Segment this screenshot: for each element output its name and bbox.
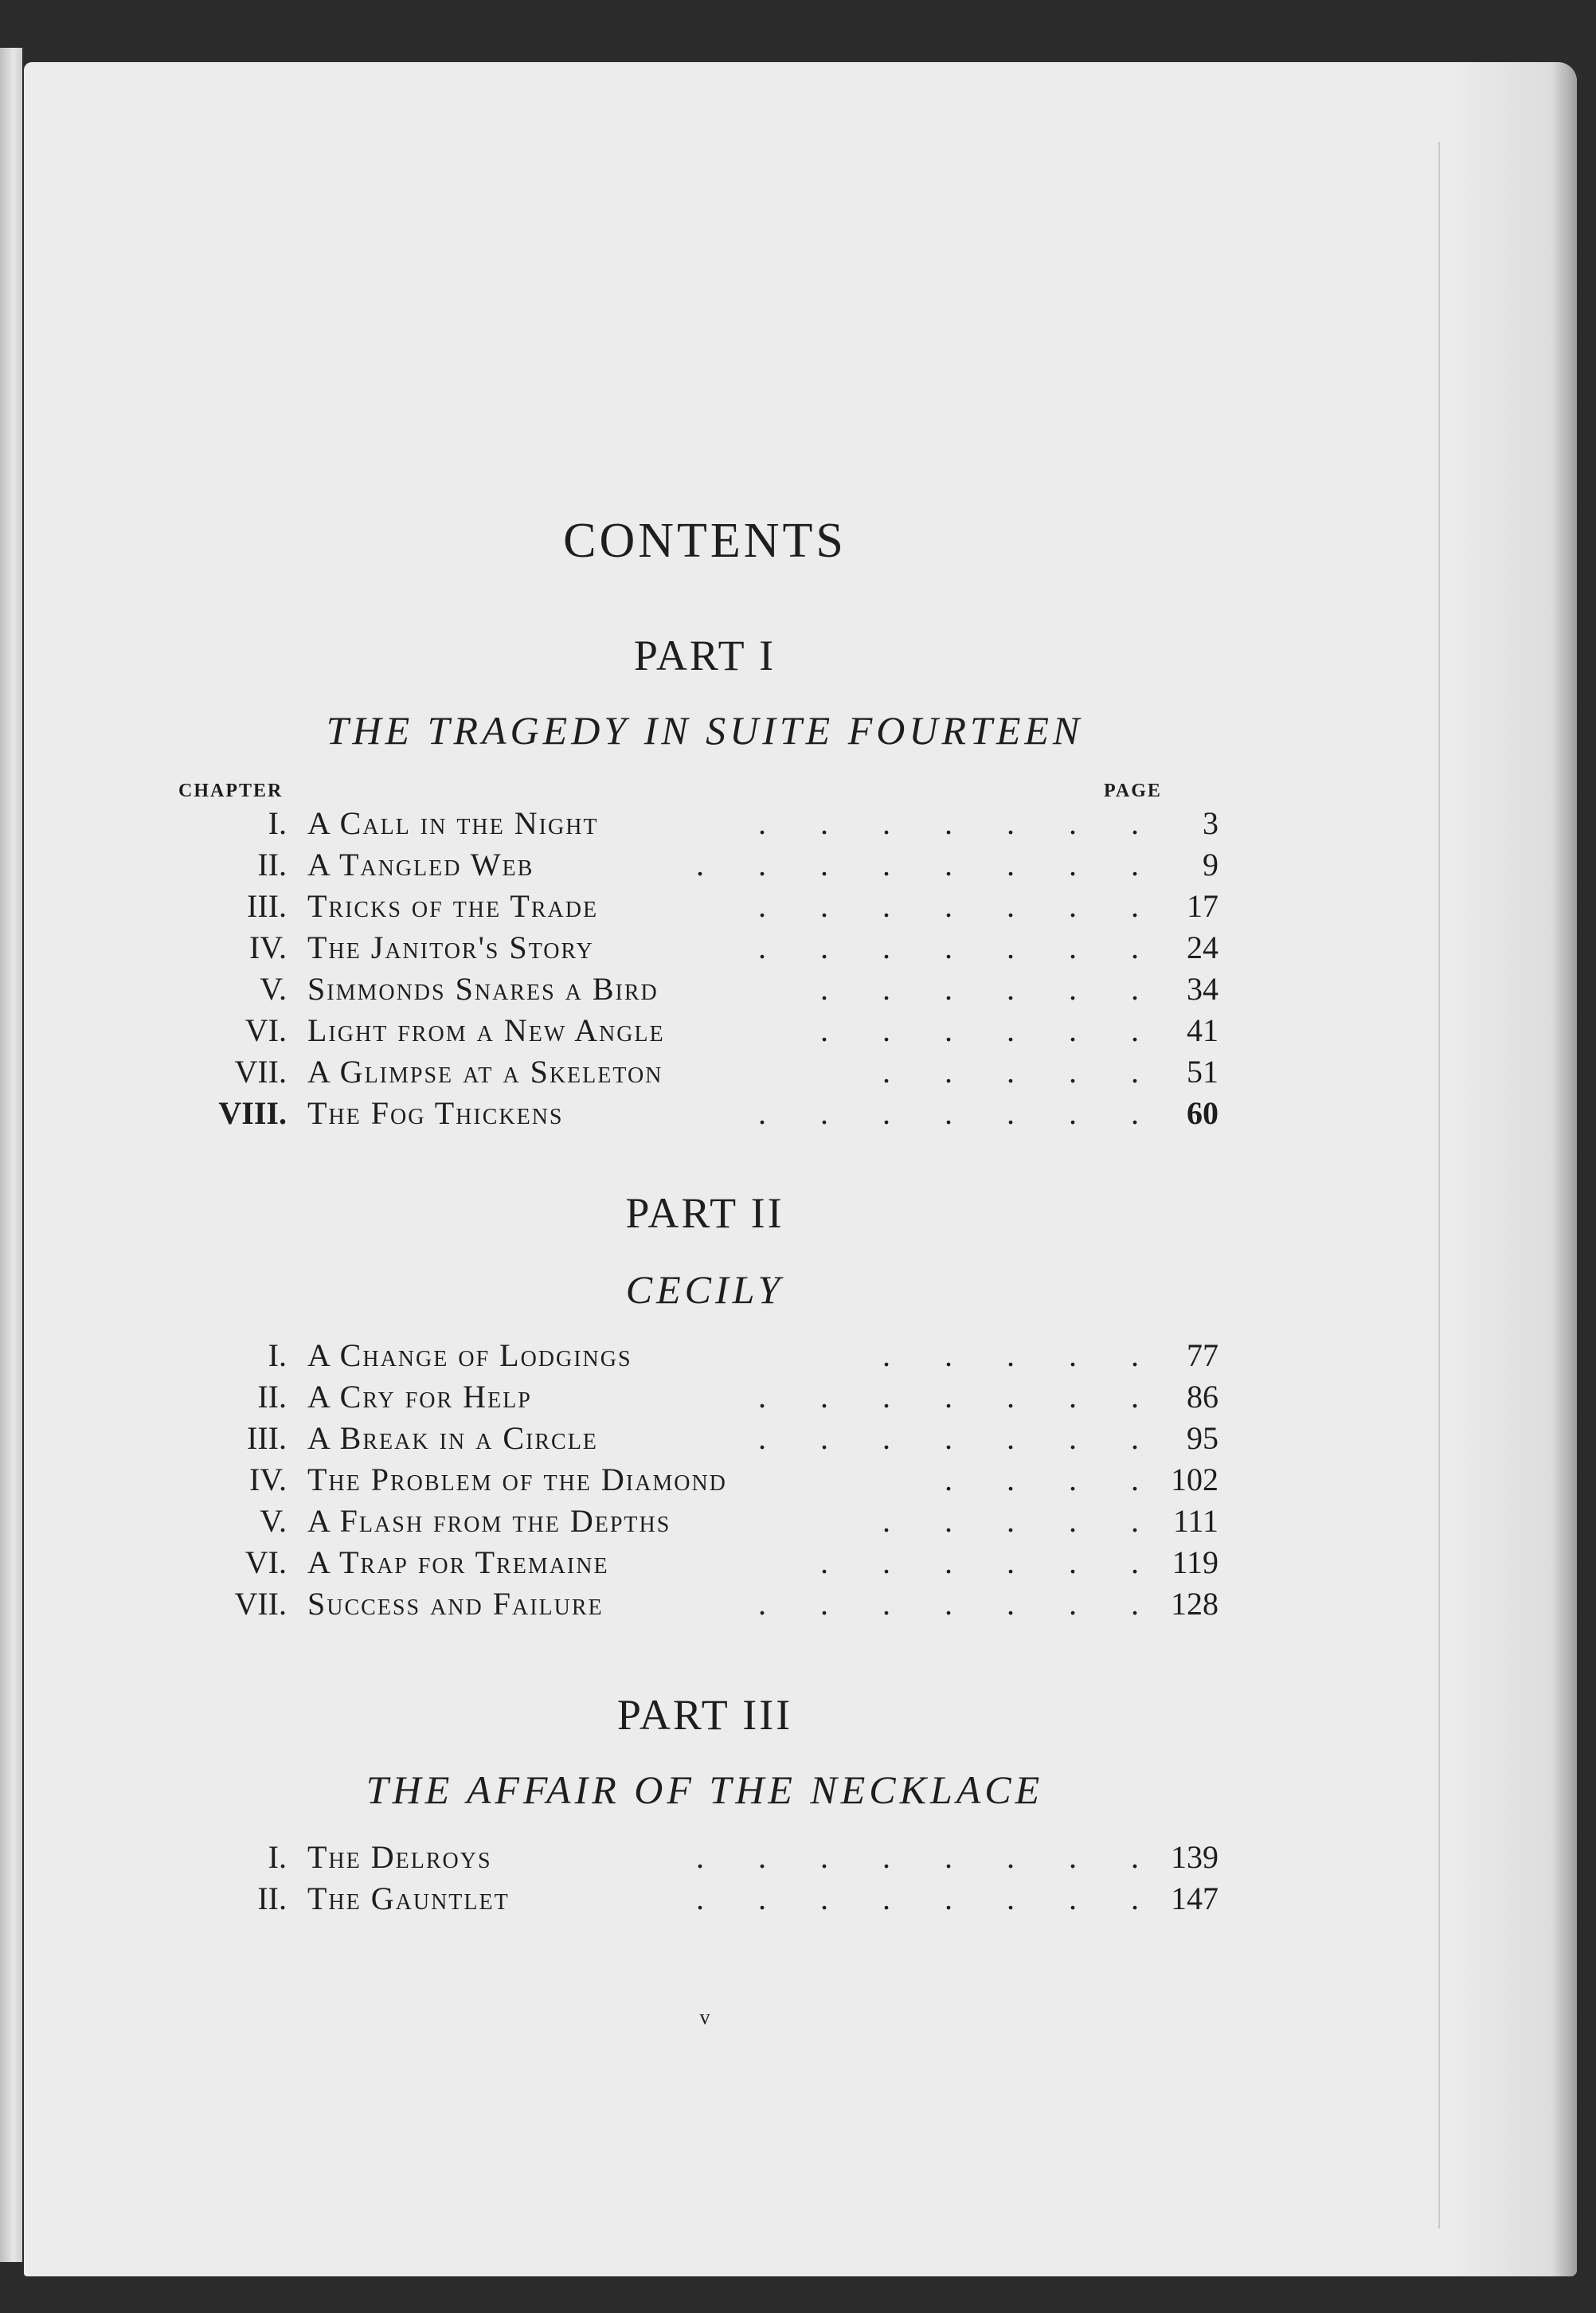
chapter-number: VIII. xyxy=(218,1095,287,1131)
toc-row xyxy=(151,1461,1219,1502)
page-shadow xyxy=(1449,62,1577,2276)
leader-dots: . . . . . . . . xyxy=(696,1881,1139,1916)
chapter-title: A Change of Lodgings xyxy=(307,1337,632,1373)
toc-row xyxy=(151,1544,1219,1585)
leader-dots: . . . . . xyxy=(882,1503,1139,1539)
chapter-number: IV. xyxy=(248,930,287,965)
page-crease xyxy=(1438,142,1440,2229)
toc-row xyxy=(151,1378,1219,1419)
chapter-title: The Problem of the Diamond xyxy=(307,1462,727,1497)
page-number: 9 xyxy=(1203,847,1219,883)
chapter-number: II. xyxy=(257,1379,287,1415)
page-number: 139 xyxy=(1171,1839,1219,1875)
toc-row xyxy=(151,1880,1219,1921)
part-3-title: THE AFFAIR OF THE NECKLACE xyxy=(366,1767,1044,1812)
leader-dots: . . . . xyxy=(945,1462,1139,1497)
part-1-title: THE TRAGEDY IN SUITE FOURTEEN xyxy=(326,708,1084,753)
page-number: 34 xyxy=(1187,971,1219,1007)
page-number: 3 xyxy=(1203,805,1219,841)
toc-row xyxy=(151,1502,1219,1544)
leader-dots: . . . . . . . xyxy=(758,1095,1139,1131)
chapter-column-head: CHAPTER xyxy=(178,781,284,801)
leader-dots: . . . . . xyxy=(882,1054,1139,1090)
chapter-title: A Break in a Circle xyxy=(307,1420,598,1456)
toc-row xyxy=(151,1585,1219,1626)
leader-dots: . . . . . xyxy=(882,1337,1139,1373)
chapter-title: A Call in the Night xyxy=(307,805,599,841)
chapter-title: A Flash from the Depths xyxy=(307,1503,671,1539)
leader-dots: . . . . . . . . xyxy=(696,1839,1139,1875)
chapter-number: III. xyxy=(247,1420,287,1456)
toc-row xyxy=(151,846,1219,887)
chapter-number: III. xyxy=(247,888,287,924)
chapter-title: Simmonds Snares a Bird xyxy=(307,971,659,1007)
page-column-head: PAGE xyxy=(1104,781,1162,801)
toc-row xyxy=(151,970,1219,1012)
leader-dots: . . . . . . . xyxy=(758,1420,1139,1456)
chapter-title: Tricks of the Trade xyxy=(307,888,599,924)
part-2-title: CECILY xyxy=(625,1267,784,1312)
chapter-title: A Glimpse at a Skeleton xyxy=(307,1054,663,1090)
page-number: 24 xyxy=(1187,930,1219,965)
chapter-title: A Cry for Help xyxy=(307,1379,532,1415)
toc-row xyxy=(151,1419,1219,1461)
page-number: 60 xyxy=(1187,1095,1219,1131)
part-1-label: PART I xyxy=(633,632,776,679)
previous-page-edge xyxy=(0,48,22,2262)
chapter-title: The Gauntlet xyxy=(307,1881,510,1916)
page-number: 77 xyxy=(1187,1337,1219,1373)
leader-dots: . . . . . . . xyxy=(758,805,1139,841)
chapter-number: I. xyxy=(268,1839,287,1875)
chapter-number: VII. xyxy=(234,1054,287,1090)
toc-row xyxy=(151,1094,1219,1136)
toc-row xyxy=(151,804,1219,846)
chapter-title: A Trap for Tremaine xyxy=(307,1544,609,1580)
chapter-number: VI. xyxy=(244,1544,287,1580)
chapter-title: Success and Failure xyxy=(307,1586,604,1622)
toc-row xyxy=(151,1337,1219,1378)
leader-dots: . . . . . . xyxy=(820,1544,1139,1580)
leader-dots: . . . . . . . . xyxy=(696,847,1139,883)
leader-dots: . . . . . . . xyxy=(758,1586,1139,1622)
chapter-title: A Tangled Web xyxy=(307,847,534,883)
page-number: 86 xyxy=(1187,1379,1219,1415)
leader-dots: . . . . . . . xyxy=(758,888,1139,924)
part-2-label: PART II xyxy=(625,1189,784,1237)
toc-row xyxy=(151,1012,1219,1053)
page-number: 119 xyxy=(1172,1544,1219,1580)
toc-row xyxy=(151,887,1219,929)
page-number: 147 xyxy=(1171,1881,1219,1916)
leader-dots: . . . . . . . xyxy=(758,930,1139,965)
chapter-title: The Janitor's Story xyxy=(307,930,594,965)
page-number: 102 xyxy=(1171,1462,1219,1497)
chapter-number: VII. xyxy=(234,1586,287,1622)
page-number: 111 xyxy=(1172,1503,1219,1539)
leader-dots: . . . . . . xyxy=(820,1012,1139,1048)
chapter-number: VI. xyxy=(244,1012,287,1048)
leader-dots: . . . . . . . xyxy=(758,1379,1139,1415)
page-number: 41 xyxy=(1187,1012,1219,1048)
page-number: 17 xyxy=(1187,888,1219,924)
toc-row xyxy=(151,1053,1219,1094)
chapter-number: I. xyxy=(268,805,287,841)
chapter-number: V. xyxy=(260,1503,287,1539)
chapter-title: The Delroys xyxy=(307,1839,492,1875)
folio-page-number: v xyxy=(699,2006,710,2029)
book-page xyxy=(24,62,1577,2276)
chapter-number: IV. xyxy=(248,1462,287,1497)
leader-dots: . . . . . . xyxy=(820,971,1139,1007)
chapter-number: II. xyxy=(257,1881,287,1916)
contents-title: CONTENTS xyxy=(563,514,847,568)
page-number: 51 xyxy=(1187,1054,1219,1090)
toc-row xyxy=(151,1838,1219,1880)
part-3-label: PART III xyxy=(616,1691,793,1739)
page-number: 128 xyxy=(1171,1586,1219,1622)
chapter-title: The Fog Thickens xyxy=(307,1095,564,1131)
chapter-number: V. xyxy=(260,971,287,1007)
chapter-number: II. xyxy=(257,847,287,883)
chapter-number: I. xyxy=(268,1337,287,1373)
chapter-title: Light from a New Angle xyxy=(307,1012,665,1048)
page-number: 95 xyxy=(1187,1420,1219,1456)
toc-row xyxy=(151,929,1219,970)
